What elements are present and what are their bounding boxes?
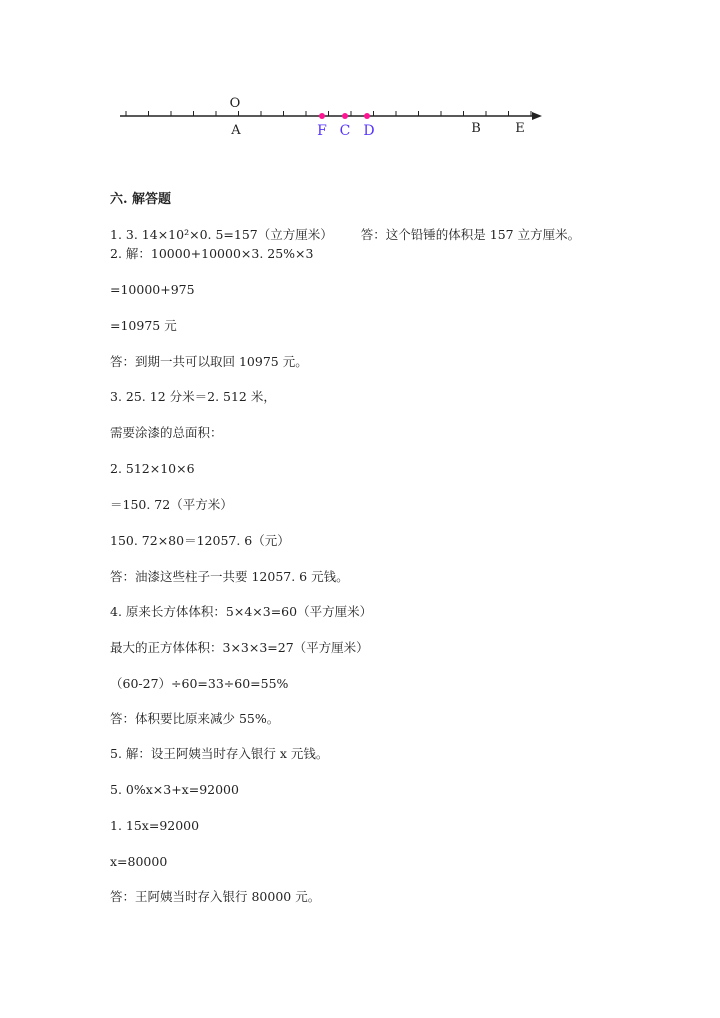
label-O: O <box>229 96 241 111</box>
answer-line-9: ＝150. 72（平方米） <box>110 497 233 512</box>
answer-line-17: 5. 0%x×3+x=92000 <box>110 782 239 797</box>
point-C <box>342 113 348 119</box>
answer-line-3: =10000+975 <box>110 282 195 297</box>
answer-line-14: （60-27）÷60=33÷60=55% <box>110 676 289 691</box>
answer-line-13: 最大的正方体体积：3×3×3=27（平方厘米） <box>110 640 369 655</box>
answer-line-2: 2. 解：10000+10000×3. 25%×3 <box>110 246 314 261</box>
answer-line-1-calc: 1. 3. 14×10²×0. 5=157（立方厘米） <box>110 227 333 242</box>
answer-line-1 <box>110 226 580 244</box>
label-E: E <box>515 121 525 136</box>
label-C: C <box>339 123 351 139</box>
answer-line-11: 答：油漆这些柱子一共要 12057. 6 元钱。 <box>110 569 349 584</box>
answer-line-8: 2. 512×10×6 <box>110 461 195 476</box>
answer-line-1-answer: 答：这个铅锤的体积是 157 立方厘米。 <box>360 227 581 242</box>
answer-line-20: 答：王阿姨当时存入银行 80000 元。 <box>110 889 321 904</box>
number-line-arrow <box>532 112 542 120</box>
label-A: A <box>231 123 241 138</box>
label-D: D <box>363 123 375 139</box>
answer-line-7: 需要涂漆的总面积： <box>110 425 223 440</box>
answer-line-10: 150. 72×80＝12057. 6（元） <box>110 533 290 548</box>
answer-line-16: 5. 解：设王阿姨当时存入银行 x 元钱。 <box>110 746 329 761</box>
section-title: 六. 解答题 <box>110 192 172 207</box>
point-F <box>319 113 325 119</box>
answer-line-18: 1. 15x=92000 <box>110 818 200 833</box>
number-line <box>110 88 560 148</box>
label-B: B <box>471 121 481 136</box>
answer-line-4: =10975 元 <box>110 318 177 333</box>
answer-line-6: 3. 25. 12 分米＝2. 512 米， <box>110 389 276 404</box>
label-F: F <box>317 123 327 139</box>
answer-line-12: 4. 原来长方体体积：5×4×3=60（平方厘米） <box>110 604 373 619</box>
point-D <box>364 113 370 119</box>
answer-line-15: 答：体积要比原来减少 55%。 <box>110 711 280 726</box>
answer-line-19: x=80000 <box>110 854 168 869</box>
answer-line-5: 答：到期一共可以取回 10975 元。 <box>110 354 308 369</box>
